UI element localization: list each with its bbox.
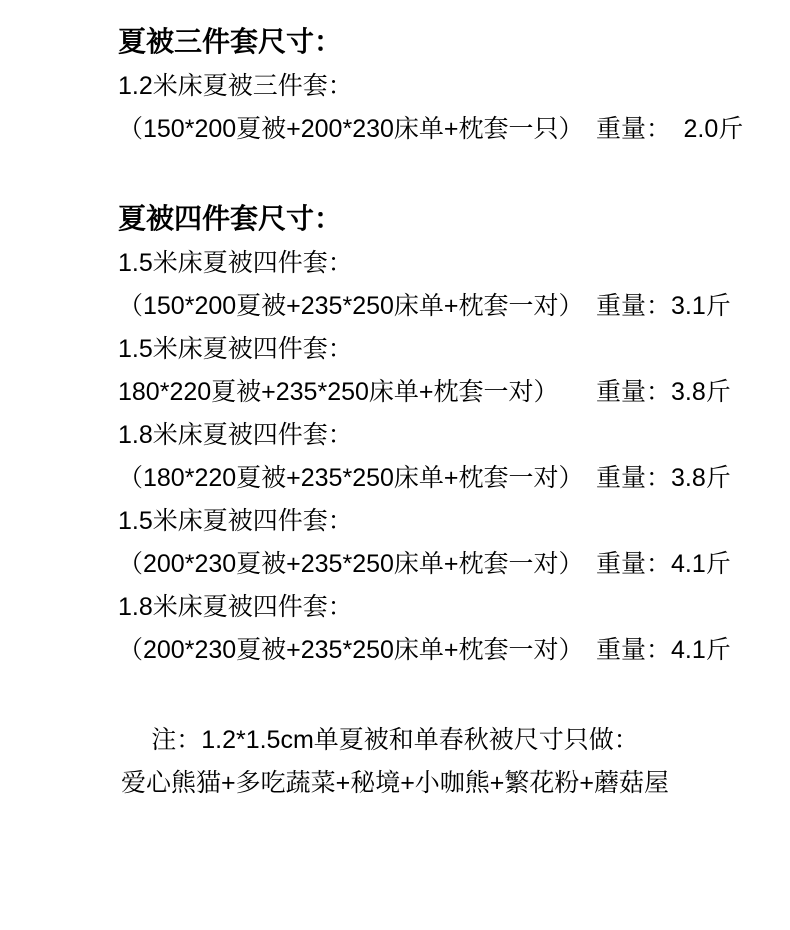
item-name-1-5m-four-piece-a: 1.5米床夏被四件套：: [118, 249, 353, 277]
item-spec-1-8m-four-piece-b: （200*230夏被+235*250床单+枕套一对） 重量：4.1斤: [118, 636, 731, 664]
item-name-1-5m-four-piece-b: 1.5米床夏被四件套：: [118, 335, 353, 363]
item-name-1-2m-three-piece: 1.2米床夏被三件套：: [118, 72, 353, 100]
note-block: [0, 719, 790, 805]
item-spec-1-5m-four-piece-a: （150*200夏被+235*250床单+枕套一对） 重量：3.1斤: [118, 292, 731, 320]
item-spec-1-2m-three-piece: （150*200夏被+200*230床单+枕套一只） 重量： 2.0斤: [118, 115, 744, 143]
item-spec-1-5m-four-piece-b: 180*220夏被+235*250床单+枕套一对） 重量：3.8斤: [118, 378, 731, 406]
three-piece-heading: 夏被三件套尺寸：: [118, 26, 343, 57]
section-four-piece: [118, 196, 772, 672]
item-name-1-8m-four-piece-b: 1.8米床夏被四件套：: [118, 593, 353, 621]
item-name-1-5m-four-piece-c: 1.5米床夏被四件套：: [118, 507, 353, 535]
item-spec-1-5m-four-piece-c: （200*230夏被+235*250床单+枕套一对） 重量：4.1斤: [118, 550, 731, 578]
item-name-1-8m-four-piece-a: 1.8米床夏被四件套：: [118, 421, 353, 449]
section-three-piece: [118, 19, 772, 151]
note-line-2: 爱心熊猫+多吃蔬菜+秘境+小咖熊+繁花粉+蘑菇屋: [121, 769, 669, 797]
four-piece-heading: 夏被四件套尺寸：: [118, 203, 343, 234]
item-spec-1-8m-four-piece-a: （180*220夏被+235*250床单+枕套一对） 重量：3.8斤: [118, 464, 731, 492]
note-line-1: 注：1.2*1.5cm单夏被和单春秋被尺寸只做：: [151, 726, 639, 754]
